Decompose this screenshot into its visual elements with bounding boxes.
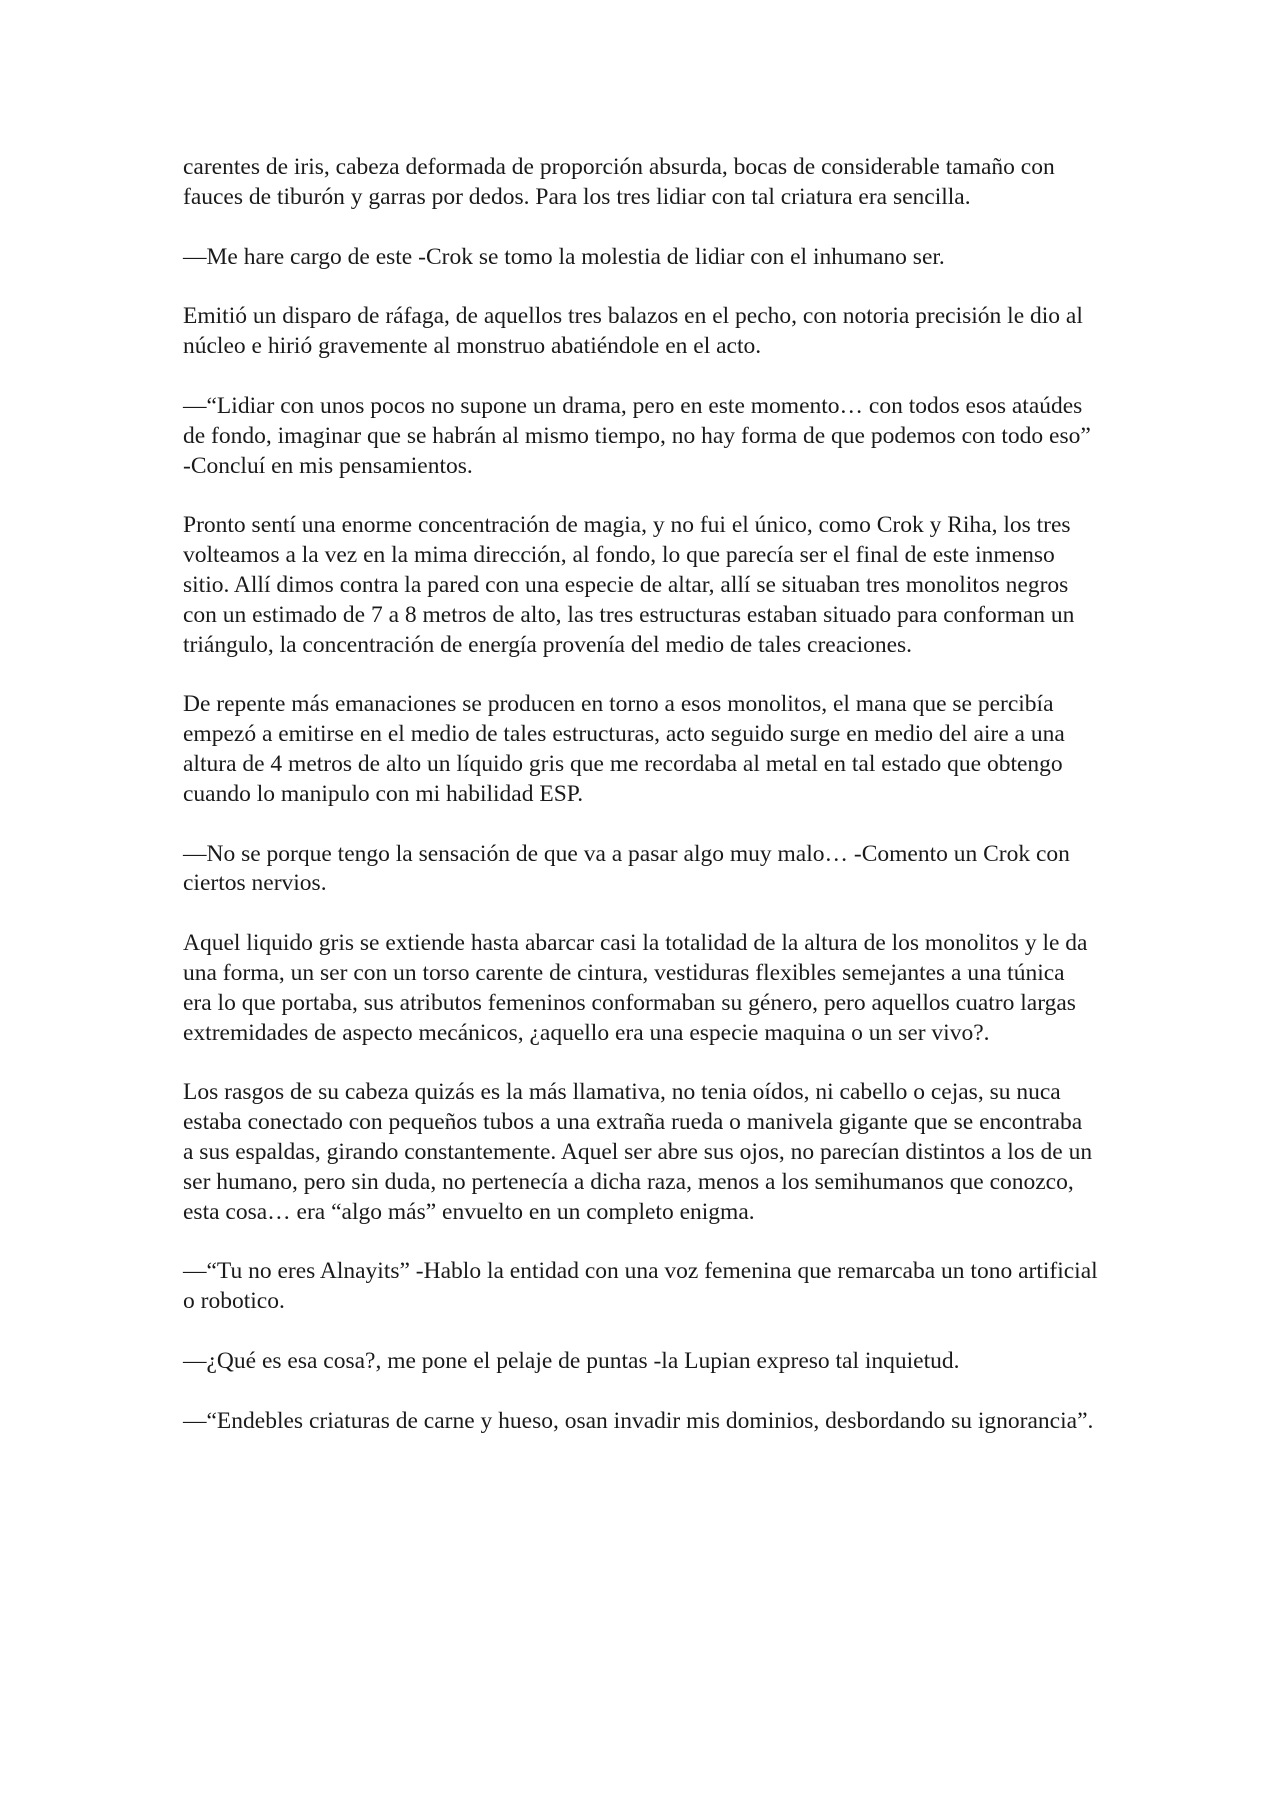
paragraph: —Me hare cargo de este -Crok se tomo la molestia de lidiar con el inhumano ser.: [183, 243, 945, 270]
paragraph: —No se porque tengo la sensación de que va a pasar algo muy malo… -Comento un Crok con ciertos nervios.: [183, 840, 1070, 897]
paragraph: Aquel liquido gris se extiende hasta abarcar casi la totalidad de la altura de los monolitos y le da una forma, un ser con un torso carente de cintura, vestiduras flexibles semejantes a una túnica era lo que portaba, sus atributos femeninos conformaban su género, pero aquellos cuatro largas extremidades de aspecto mecánicos, ¿aquello era una especie maquina o un ser vivo?.: [183, 930, 1088, 1046]
paragraph: —“Endebles criaturas de carne y hueso, osan invadir mis dominios, desbordando su ignorancia”.: [183, 1407, 1094, 1434]
paragraph: Emitió un disparo de ráfaga, de aquellos tres balazos en el pecho, con notoria precisión le dio al núcleo e hirió gravemente al monstruo abatiéndole en el acto.: [183, 303, 1083, 360]
paragraph: —¿Qué es esa cosa?, me pone el pelaje de puntas -la Lupian expreso tal inquietud.: [183, 1347, 960, 1374]
paragraph: —“Tu no eres Alnayits” -Hablo la entidad con una voz femenina que remarcaba un tono artificial o robotico.: [183, 1258, 1098, 1315]
paragraph: De repente más emanaciones se producen en torno a esos monolitos, el mana que se percibía empezó a emitirse en el medio de tales estructuras, acto seguido surge en medio del aire a una altura de 4 metros de alto un líquido gris que me recordaba al metal en tal estado que obtengo cuando lo manipulo con mi habilidad ESP.: [183, 691, 1065, 807]
paragraph: Los rasgos de su cabeza quizás es la más llamativa, no tenia oídos, ni cabello o cejas, su nuca estaba conectado con pequeños tubos a una extraña rueda o manivela gigante que se encontraba a sus espaldas, girando constantemente. Aquel ser abre sus ojos, no parecían distintos a los de un ser humano, pero sin duda, no pertenecía a dicha raza, menos a los semihumanos que conozco, esta cosa… era “algo más” envuelto en un completo enigma.: [183, 1079, 1093, 1225]
paragraph: carentes de iris, cabeza deformada de proporción absurda, bocas de considerable tamaño con fauces de tiburón y garras por dedos. Para los tres lidiar con tal criatura era sencilla.: [183, 154, 1055, 210]
paragraph: Pronto sentí una enorme concentración de magia, y no fui el único, como Crok y Riha, los tres volteamos a la vez en la mima dirección, al fondo, lo que parecía ser el final de este inmenso sitio. Allí dimos contra la pared con una especie de altar, allí se situaban tres monolitos negros con un estimado de 7 a 8 metros de alto, las tres estructuras estaban situado para conforman un triángulo, la concentración de energía provenía del medio de tales creaciones.: [183, 512, 1075, 658]
paragraph: —“Lidiar con unos pocos no supone un drama, pero en este momento… con todos esos ataúdes de fondo, imaginar que se habrán al mismo tiempo, no hay forma de que podemos con todo eso” -Concluí en mis pensamientos.: [183, 392, 1091, 479]
document-page: [183, 153, 1098, 1467]
